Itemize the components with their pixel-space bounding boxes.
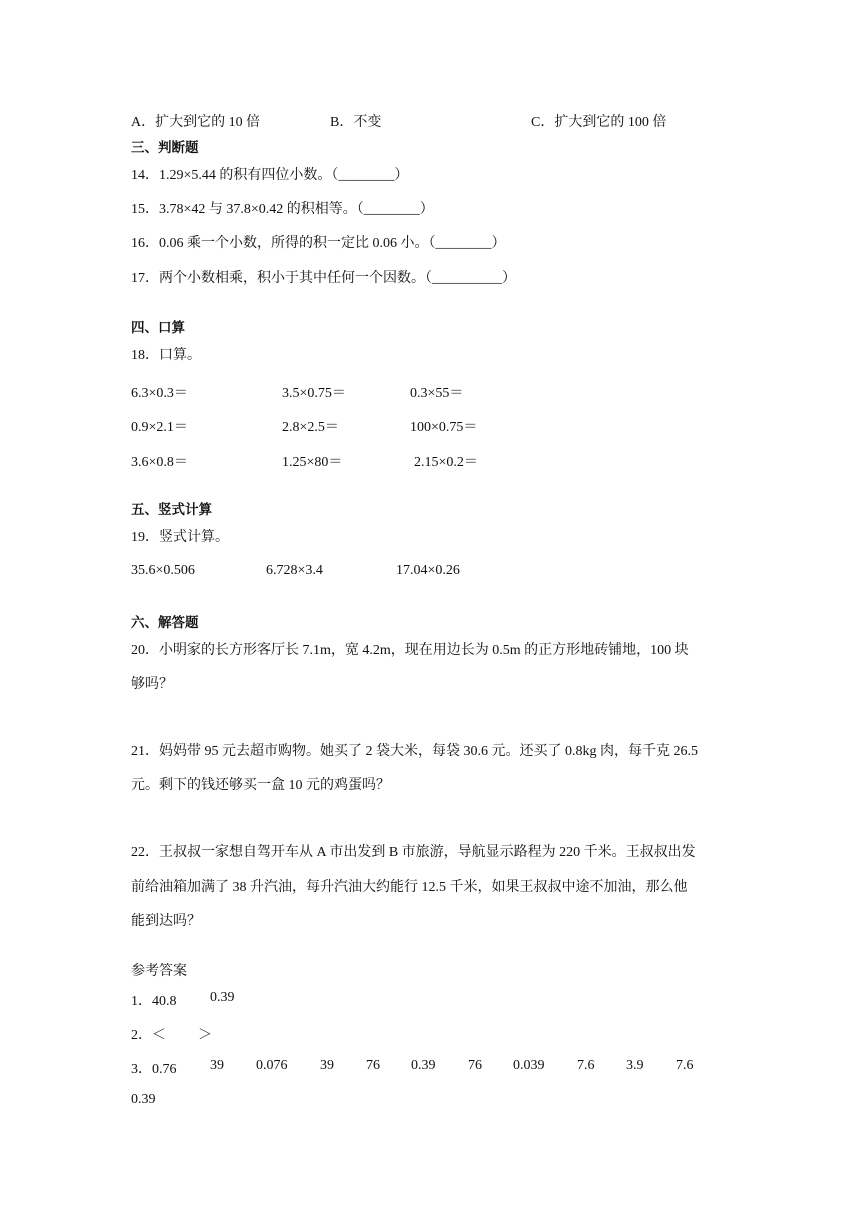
answer-1-part: 1．40.8 bbox=[131, 994, 177, 1009]
question-21-line1: 21．妈妈带 95 元去超市购物。她买了 2 袋大米，每袋 30.6 元。还买了 0.8kg 肉，每千克 26.5 bbox=[131, 744, 698, 759]
choice-b: B．不变 bbox=[330, 115, 382, 130]
question-18: 18．口算。 bbox=[131, 348, 201, 363]
section-title-word-problems: 六、解答题 bbox=[131, 615, 199, 631]
question-19: 19．竖式计算。 bbox=[131, 530, 229, 545]
oral-item: 3.5×0.75＝ bbox=[282, 386, 346, 401]
choice-a: A．扩大到它的 10 倍 bbox=[131, 115, 261, 130]
answer-2-part: ＞ bbox=[198, 1028, 212, 1043]
oral-item: 6.3×0.3＝ bbox=[131, 386, 188, 401]
answer-3-part: 3.9 bbox=[626, 1058, 644, 1073]
answer-3-part: 7.6 bbox=[577, 1058, 595, 1073]
question-20-line2: 够吗？ bbox=[131, 677, 173, 692]
question-15: 15．3.78×42 与 37.8×0.42 的积相等。（________） bbox=[131, 202, 434, 217]
answer-3-part: 0.076 bbox=[256, 1058, 288, 1073]
answer-1-part: 0.39 bbox=[210, 990, 235, 1005]
oral-item: 0.3×55＝ bbox=[410, 386, 464, 401]
answer-3-part: 76 bbox=[468, 1058, 482, 1073]
answer-3-part: 0.39 bbox=[411, 1058, 436, 1073]
section-title-vertical: 五、竖式计算 bbox=[131, 502, 212, 518]
oral-item: 1.25×80＝ bbox=[282, 455, 343, 470]
section-title-oral: 四、口算 bbox=[131, 320, 185, 336]
oral-item: 100×0.75＝ bbox=[410, 420, 478, 435]
question-20-line1: 20．小明家的长方形客厅长 7.1m，宽 4.2m，现在用边长为 0.5m 的正方形地砖铺地，100 块 bbox=[131, 643, 689, 658]
question-14: 14．1.29×5.44 的积有四位小数。（________） bbox=[131, 168, 409, 183]
question-17: 17．两个小数相乘，积小于其中任何一个因数。（__________） bbox=[131, 271, 516, 286]
answer-3-part: 39 bbox=[210, 1058, 224, 1073]
question-16: 16．0.06 乘一个小数，所得的积一定比 0.06 小。（________） bbox=[131, 236, 506, 251]
oral-item: 0.9×2.1＝ bbox=[131, 420, 188, 435]
section-title-judgement: 三、判断题 bbox=[131, 140, 199, 156]
vertical-item: 35.6×0.506 bbox=[131, 563, 195, 578]
question-22-line3: 能到达吗？ bbox=[131, 914, 201, 929]
answer-3-part: 0.039 bbox=[513, 1058, 545, 1073]
answer-3-part: 7.6 bbox=[676, 1058, 694, 1073]
vertical-item: 17.04×0.26 bbox=[396, 563, 460, 578]
oral-item: 2.15×0.2＝ bbox=[414, 455, 478, 470]
oral-item: 3.6×0.8＝ bbox=[131, 455, 188, 470]
answer-3-part: 76 bbox=[366, 1058, 380, 1073]
answers-title: 参考答案 bbox=[131, 964, 187, 979]
question-22-line1: 22．王叔叔一家想自驾开车从 A 市出发到 B 市旅游，导航显示路程为 220 千米。王叔叔出发 bbox=[131, 845, 696, 860]
question-22-line2: 前给油箱加满了 38 升汽油，每升汽油大约能行 12.5 千米，如果王叔叔中途不加油，那么他 bbox=[131, 880, 688, 895]
vertical-item: 6.728×3.4 bbox=[266, 563, 323, 578]
answer-3-part: 3．0.76 bbox=[131, 1062, 177, 1077]
choice-c: C．扩大到它的 100 倍 bbox=[531, 115, 667, 130]
answer-3-wrap: 0.39 bbox=[131, 1092, 156, 1107]
question-21-line2: 元。剩下的钱还够买一盒 10 元的鸡蛋吗？ bbox=[131, 778, 390, 793]
oral-item: 2.8×2.5＝ bbox=[282, 420, 339, 435]
answer-2-part: 2．＜ bbox=[131, 1028, 166, 1043]
answer-3-part: 39 bbox=[320, 1058, 334, 1073]
